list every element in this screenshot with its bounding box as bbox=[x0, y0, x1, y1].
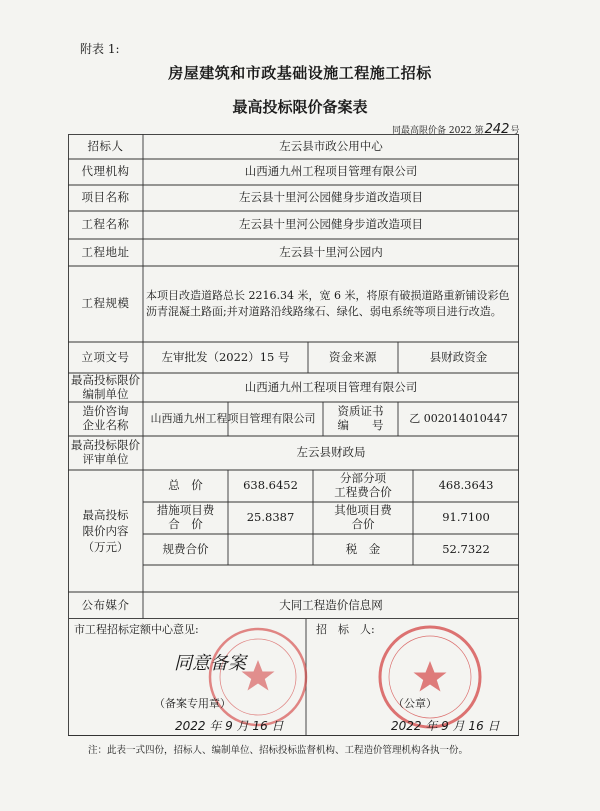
approval-doc-label: 立项文号 bbox=[81, 349, 130, 364]
publish-media-value: 大同工程造价信息网 bbox=[279, 597, 383, 612]
measures-label-line1: 措施项目费 bbox=[156, 503, 215, 518]
compiling-unit-label bbox=[68, 373, 143, 402]
record-seal-stamp bbox=[198, 622, 318, 732]
page-subtitle: 最高投标限价备案表 bbox=[232, 98, 368, 116]
review-unit-value: 左云县财政局 bbox=[296, 445, 366, 460]
work-scale-label: 工程规模 bbox=[81, 296, 130, 311]
sub-items-price-label bbox=[313, 470, 413, 502]
measures-price-value: 25.8387 bbox=[246, 510, 295, 525]
record-date: 2022 年 9 月 16 日 bbox=[175, 719, 284, 733]
qualification-cert-value: 乙 002014010447 bbox=[409, 412, 508, 426]
footnote: 注：此表一式四份，招标人、编制单位、招标投标监督机构、工程造价管理机构各执一份。 bbox=[88, 745, 469, 756]
compiling-unit-label-line1: 最高投标限价 bbox=[71, 372, 140, 387]
approval-doc-value: 左审批发（2022）15 号 bbox=[161, 349, 290, 364]
agency-value: 山西通九州工程项目管理有限公司 bbox=[244, 164, 418, 179]
record-seal-star-icon bbox=[242, 660, 275, 691]
tenderer-seal-caption: （公章） bbox=[393, 697, 437, 710]
review-unit-label bbox=[68, 436, 143, 470]
signature-section bbox=[68, 619, 519, 736]
page-title: 房屋建筑和市政基础设施工程施工招标 bbox=[168, 64, 432, 82]
tenderer-value: 左云县市政公用中心 bbox=[279, 138, 383, 153]
measures-price-label bbox=[143, 502, 228, 534]
publish-media-label: 公布媒介 bbox=[81, 597, 130, 612]
price-content-label-line1: 最高投标 bbox=[82, 507, 129, 522]
annex-label: 附表 1: bbox=[80, 42, 120, 56]
consulting-firm-value: 山西通九州工程项目管理有限公司 bbox=[150, 412, 316, 426]
consulting-firm-label-line2: 企业名称 bbox=[82, 418, 129, 432]
work-name-value: 左云县十里河公园健身步道改造项目 bbox=[239, 217, 423, 232]
total-price-value: 638.6452 bbox=[243, 478, 298, 493]
record-center-opinion-heading: 市工程招标定额中心意见: bbox=[74, 623, 199, 636]
tenderer-seal-star-icon bbox=[414, 661, 447, 692]
work-name-label: 工程名称 bbox=[81, 217, 130, 232]
fund-source-label: 资金来源 bbox=[329, 349, 377, 364]
sub-items-price-value: 468.3643 bbox=[438, 478, 494, 493]
price-content-label-line2: 限价内容 bbox=[82, 523, 129, 538]
qualification-cert-label bbox=[323, 402, 398, 436]
project-name-label: 项目名称 bbox=[81, 190, 130, 205]
review-unit-label-line1: 最高投标限价 bbox=[71, 438, 140, 453]
other-label-line2: 合价 bbox=[351, 517, 375, 531]
qualification-cert-label-line2: 编 号 bbox=[337, 418, 384, 432]
price-content-label-line3: （万元） bbox=[82, 540, 129, 555]
fees-price-label: 规费合价 bbox=[162, 541, 209, 556]
consulting-firm-label bbox=[68, 402, 143, 436]
tenderer-signature-heading: 招 标 人: bbox=[316, 623, 375, 636]
tenderer-date: 2022 年 9 月 16 日 bbox=[391, 719, 500, 733]
compiling-unit-label-line2: 编制单位 bbox=[82, 386, 129, 401]
other-label-line1: 其他项目费 bbox=[334, 503, 392, 518]
work-scale-value: 本项目改造道路总长 2216.34 米，宽 6 米，将原有破损道路重新铺设彩色沥青混凝土路面;并对道路沿线路缘石、绿化、弱电系统等项目进行改造。 bbox=[146, 288, 510, 318]
tenderer-label: 招标人 bbox=[87, 138, 124, 153]
record-form-table bbox=[68, 134, 519, 619]
consulting-firm-label-line1: 造价咨询 bbox=[82, 404, 129, 419]
sub-items-label-line2: 工程费合价 bbox=[334, 485, 392, 499]
price-content-label bbox=[68, 470, 143, 592]
record-number-handwritten: 242 bbox=[484, 122, 510, 137]
agency-label: 代理机构 bbox=[81, 164, 130, 179]
tax-value: 52.7322 bbox=[442, 541, 490, 556]
sub-items-label-line1: 分部分项 bbox=[340, 471, 386, 486]
record-number-suffix: 号 bbox=[510, 126, 520, 136]
work-address-value: 左云县十里河公园内 bbox=[279, 244, 383, 259]
project-name-value: 左云县十里河公园健身步道改造项目 bbox=[239, 190, 423, 205]
fund-source-value: 县财政资金 bbox=[429, 349, 488, 364]
review-unit-label-line2: 评审单位 bbox=[82, 452, 129, 466]
other-items-price-label bbox=[313, 502, 413, 534]
record-seal-caption: （备案专用章） bbox=[154, 697, 231, 710]
record-number-prefix: 同最高限价备 2022 第 bbox=[392, 126, 484, 136]
compiling-unit-value: 山西通九州工程项目管理有限公司 bbox=[244, 379, 418, 394]
other-items-price-value: 91.7100 bbox=[442, 510, 490, 525]
work-address-label: 工程地址 bbox=[81, 244, 130, 259]
measures-label-line2: 合 价 bbox=[168, 517, 203, 531]
record-handwritten-opinion: 同意备案 bbox=[174, 653, 246, 674]
fees-price-value bbox=[228, 534, 313, 565]
qualification-cert-label-line1: 资质证书 bbox=[337, 404, 384, 419]
total-price-label: 总 价 bbox=[168, 478, 203, 493]
tax-label: 税 金 bbox=[345, 541, 381, 556]
